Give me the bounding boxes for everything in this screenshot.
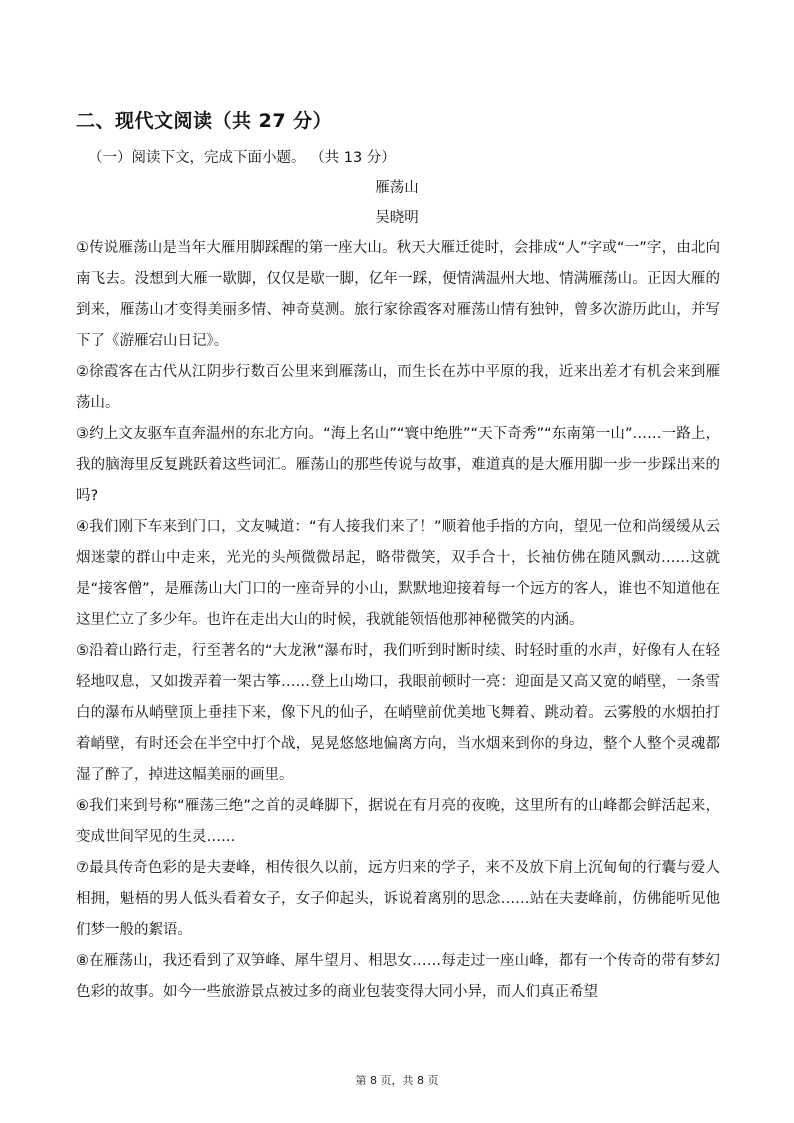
page-number: 第 8 页，共 8 页 [355, 1074, 439, 1087]
paragraph-3: ③约上文友驱车直奔温州的东北方向。“海上名山”“寰中绝胜”“天下奇秀”“东南第一山”……一路上，我的脑海里反复跳跃着这些词汇。雁荡山的那些传说与故事，难道真的是大雁用脚一步一步踩出来的吗? [76, 426, 720, 504]
essay-body [76, 233, 720, 1008]
question-group-title: （一）阅读下文，完成下面小题。 （共 13 分） [88, 150, 396, 166]
paragraph-5: ⑤沿着山路行走，行至著名的“大龙湫”瀑布时，我们听到时断时续、时轻时重的水声，好像有人在轻轻地叹息，又如拨弄着一架古筝……登上山坳口，我眼前顿时一亮：迎面是又高又宽的峭壁，一条雪白的瀑布从峭壁顶上垂挂下来，像下凡的仙子，在峭壁前优美地飞舞着、跳动着。云雾般的水烟拍打着峭壁，有时还会在半空中打个战，晃晃悠悠地偏离方向，当水烟来到你的身边，整个人整个灵魂都湿了醉了，掉进这幅美丽的画里。 [76, 643, 720, 783]
paragraph-6: ⑥我们来到号称“雁荡三绝”之首的灵峰脚下，据说在有月亮的夜晚，这里所有的山峰都会鲜活起来，变成世间罕见的生灵…… [76, 798, 720, 845]
section-title: 二、现代文阅读（共 27 分） [76, 110, 333, 132]
paragraph-1: ①传说雁荡山是当年大雁用脚踩醒的第一座大山。秋天大雁迁徙时，会排成“人”字或“一”字，由北向南飞去。没想到大雁一歇脚，仅仅是歇一脚，亿年一踩，便情满温州大地、情满雁荡山。正因大雁的到来，雁荡山才变得美丽多情、神奇莫测。旅行家徐霞客对雁荡山情有独钟，曾多次游历此山，并写下了《游雁宕山日记》。 [76, 240, 720, 349]
essay-author: 吴晓明 [375, 210, 419, 226]
paragraph-4: ④我们刚下车来到门口，文友喊道：“有人接我们来了！”顺着他手指的方向，望见一位和尚缓缓从云烟迷蒙的群山中走来，光光的头颅微微昂起，略带微笑，双手合十，长袖仿佛在随风飘动……这就是“接客僧”，是雁荡山大门口的一座奇异的小山，默默地迎接着每一个远方的客人，谁也不知道他在这里伫立了多少年。也许在走出大山的时候，我就能领悟他那神秘微笑的内涵。 [76, 519, 720, 628]
paragraph-7: ⑦最具传奇色彩的是夫妻峰，相传很久以前，远方归来的学子，来不及放下肩上沉甸甸的行囊与爱人相拥，魁梧的男人低头看着女子，女子仰起头，诉说着离别的思念……站在夫妻峰前，仿佛能听见他们梦一般的絮语。 [76, 860, 720, 938]
paragraph-2: ②徐霞客在古代从江阴步行数百公里来到雁荡山，而生长在苏中平原的我，近来出差才有机会来到雁荡山。 [76, 364, 720, 411]
paragraph-8: ⑧在雁荡山，我还看到了双笋峰、犀牛望月、相思女……每走过一座山峰，都有一个传奇的带有梦幻色彩的故事。如今一些旅游景点被过多的商业包装变得大同小异，而人们真正希望 [76, 953, 720, 1000]
essay-title: 雁荡山 [375, 180, 419, 196]
